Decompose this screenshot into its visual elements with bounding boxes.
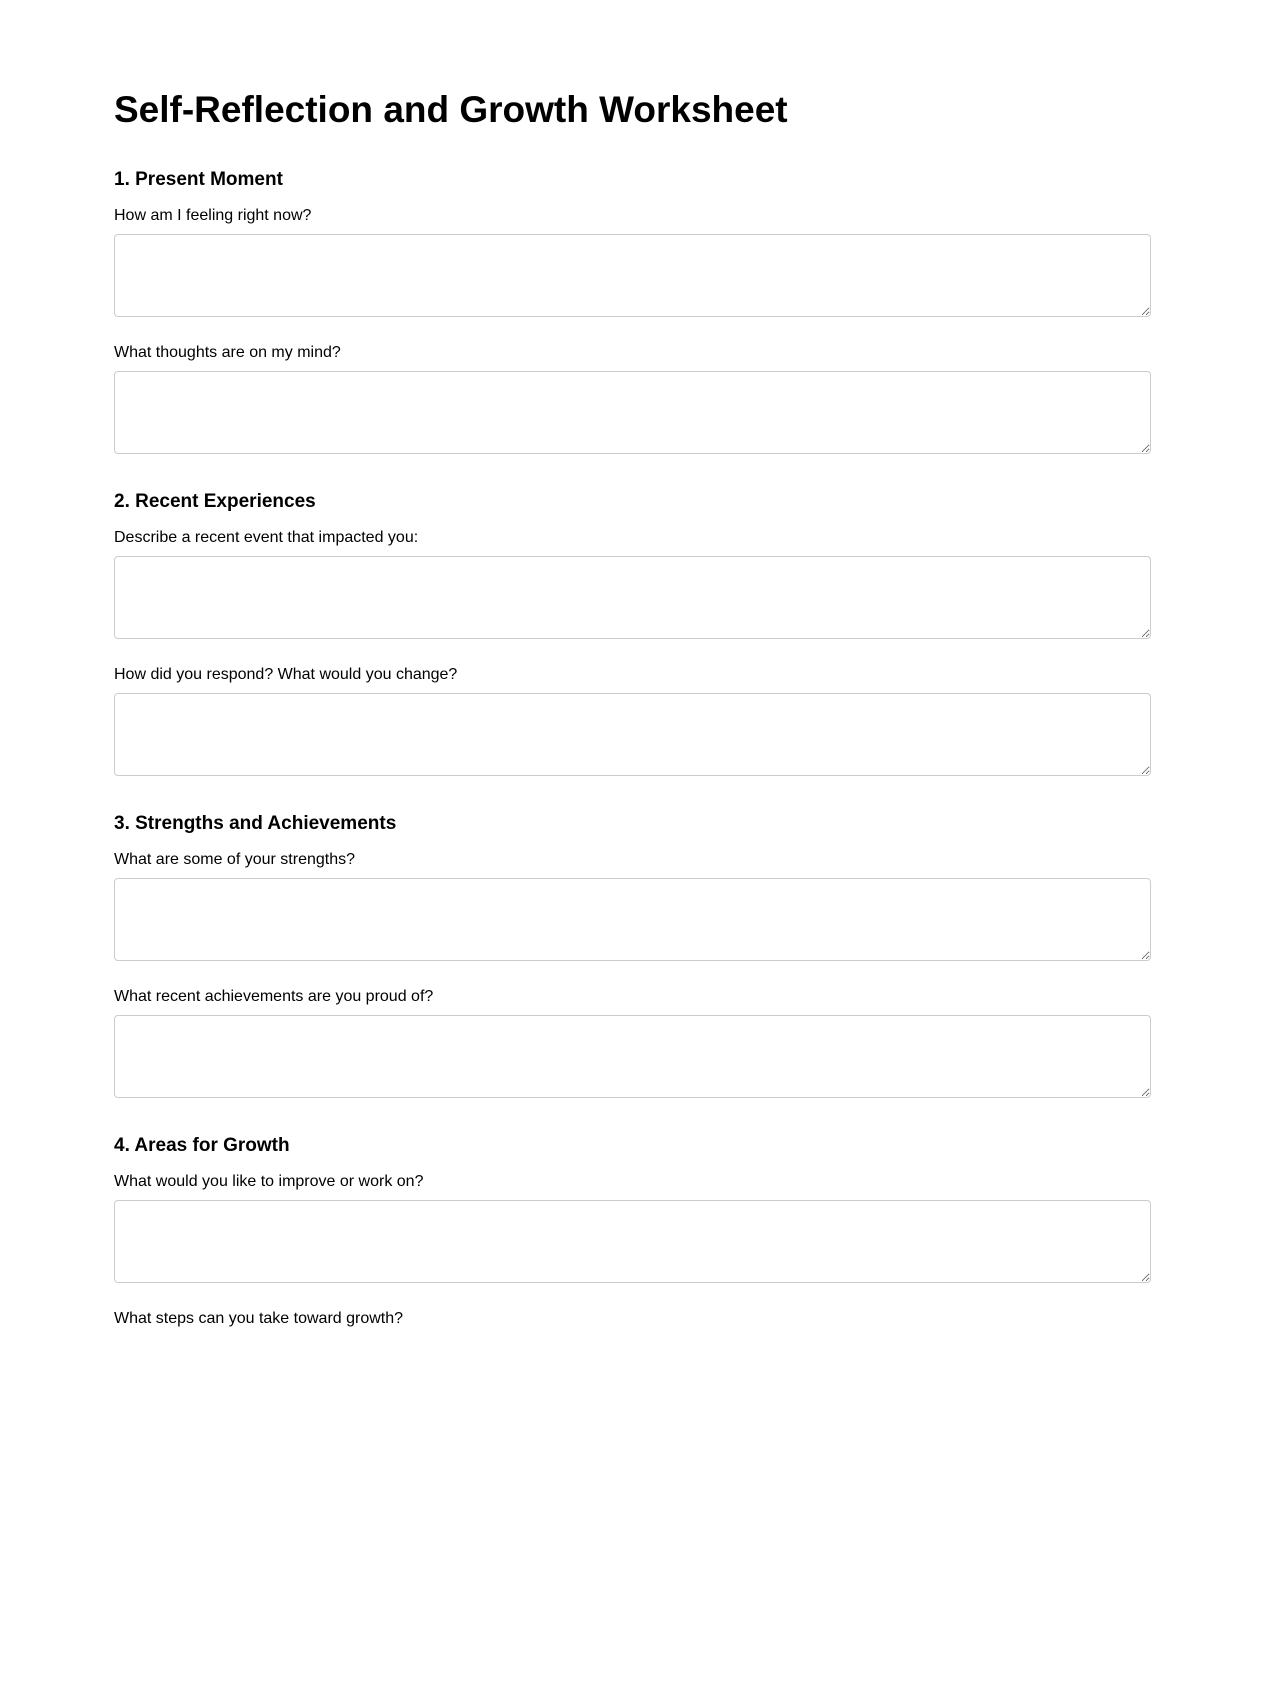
section-recent-experiences xyxy=(114,490,1150,776)
question-label: What would you like to improve or work on? xyxy=(114,1173,424,1190)
recent-event-textarea[interactable] xyxy=(114,556,1151,639)
achievements-textarea[interactable] xyxy=(114,1015,1151,1098)
section-heading: 2. Recent Experiences xyxy=(114,491,316,512)
question-growth-steps xyxy=(114,1309,1150,1329)
thoughts-textarea[interactable] xyxy=(114,371,1151,454)
section-present-moment xyxy=(114,168,1150,454)
question-label: What recent achievements are you proud of? xyxy=(114,988,434,1005)
question-label: What thoughts are on my mind? xyxy=(114,344,341,361)
section-strengths-achievements xyxy=(114,812,1150,1098)
section-areas-for-growth xyxy=(114,1134,1150,1329)
strengths-textarea[interactable] xyxy=(114,878,1151,961)
section-heading: 1. Present Moment xyxy=(114,169,283,190)
question-label: What are some of your strengths? xyxy=(114,851,355,868)
question-achievements xyxy=(114,987,1150,1098)
feeling-textarea[interactable] xyxy=(114,234,1151,317)
question-response xyxy=(114,665,1150,776)
question-strengths xyxy=(114,850,1150,961)
improve-textarea[interactable] xyxy=(114,1200,1151,1283)
section-heading: 3. Strengths and Achievements xyxy=(114,813,397,834)
question-improve xyxy=(114,1172,1150,1283)
response-textarea[interactable] xyxy=(114,693,1151,776)
question-recent-event xyxy=(114,528,1150,639)
page-title: Self-Reflection and Growth Worksheet xyxy=(114,89,788,130)
section-heading: 4. Areas for Growth xyxy=(114,1135,290,1156)
question-label: What steps can you take toward growth? xyxy=(114,1310,404,1327)
question-label: How did you respond? What would you change? xyxy=(114,666,458,683)
question-label: Describe a recent event that impacted you: xyxy=(114,529,419,546)
question-thoughts xyxy=(114,343,1150,454)
question-feeling xyxy=(114,206,1150,317)
question-label: How am I feeling right now? xyxy=(114,207,312,224)
